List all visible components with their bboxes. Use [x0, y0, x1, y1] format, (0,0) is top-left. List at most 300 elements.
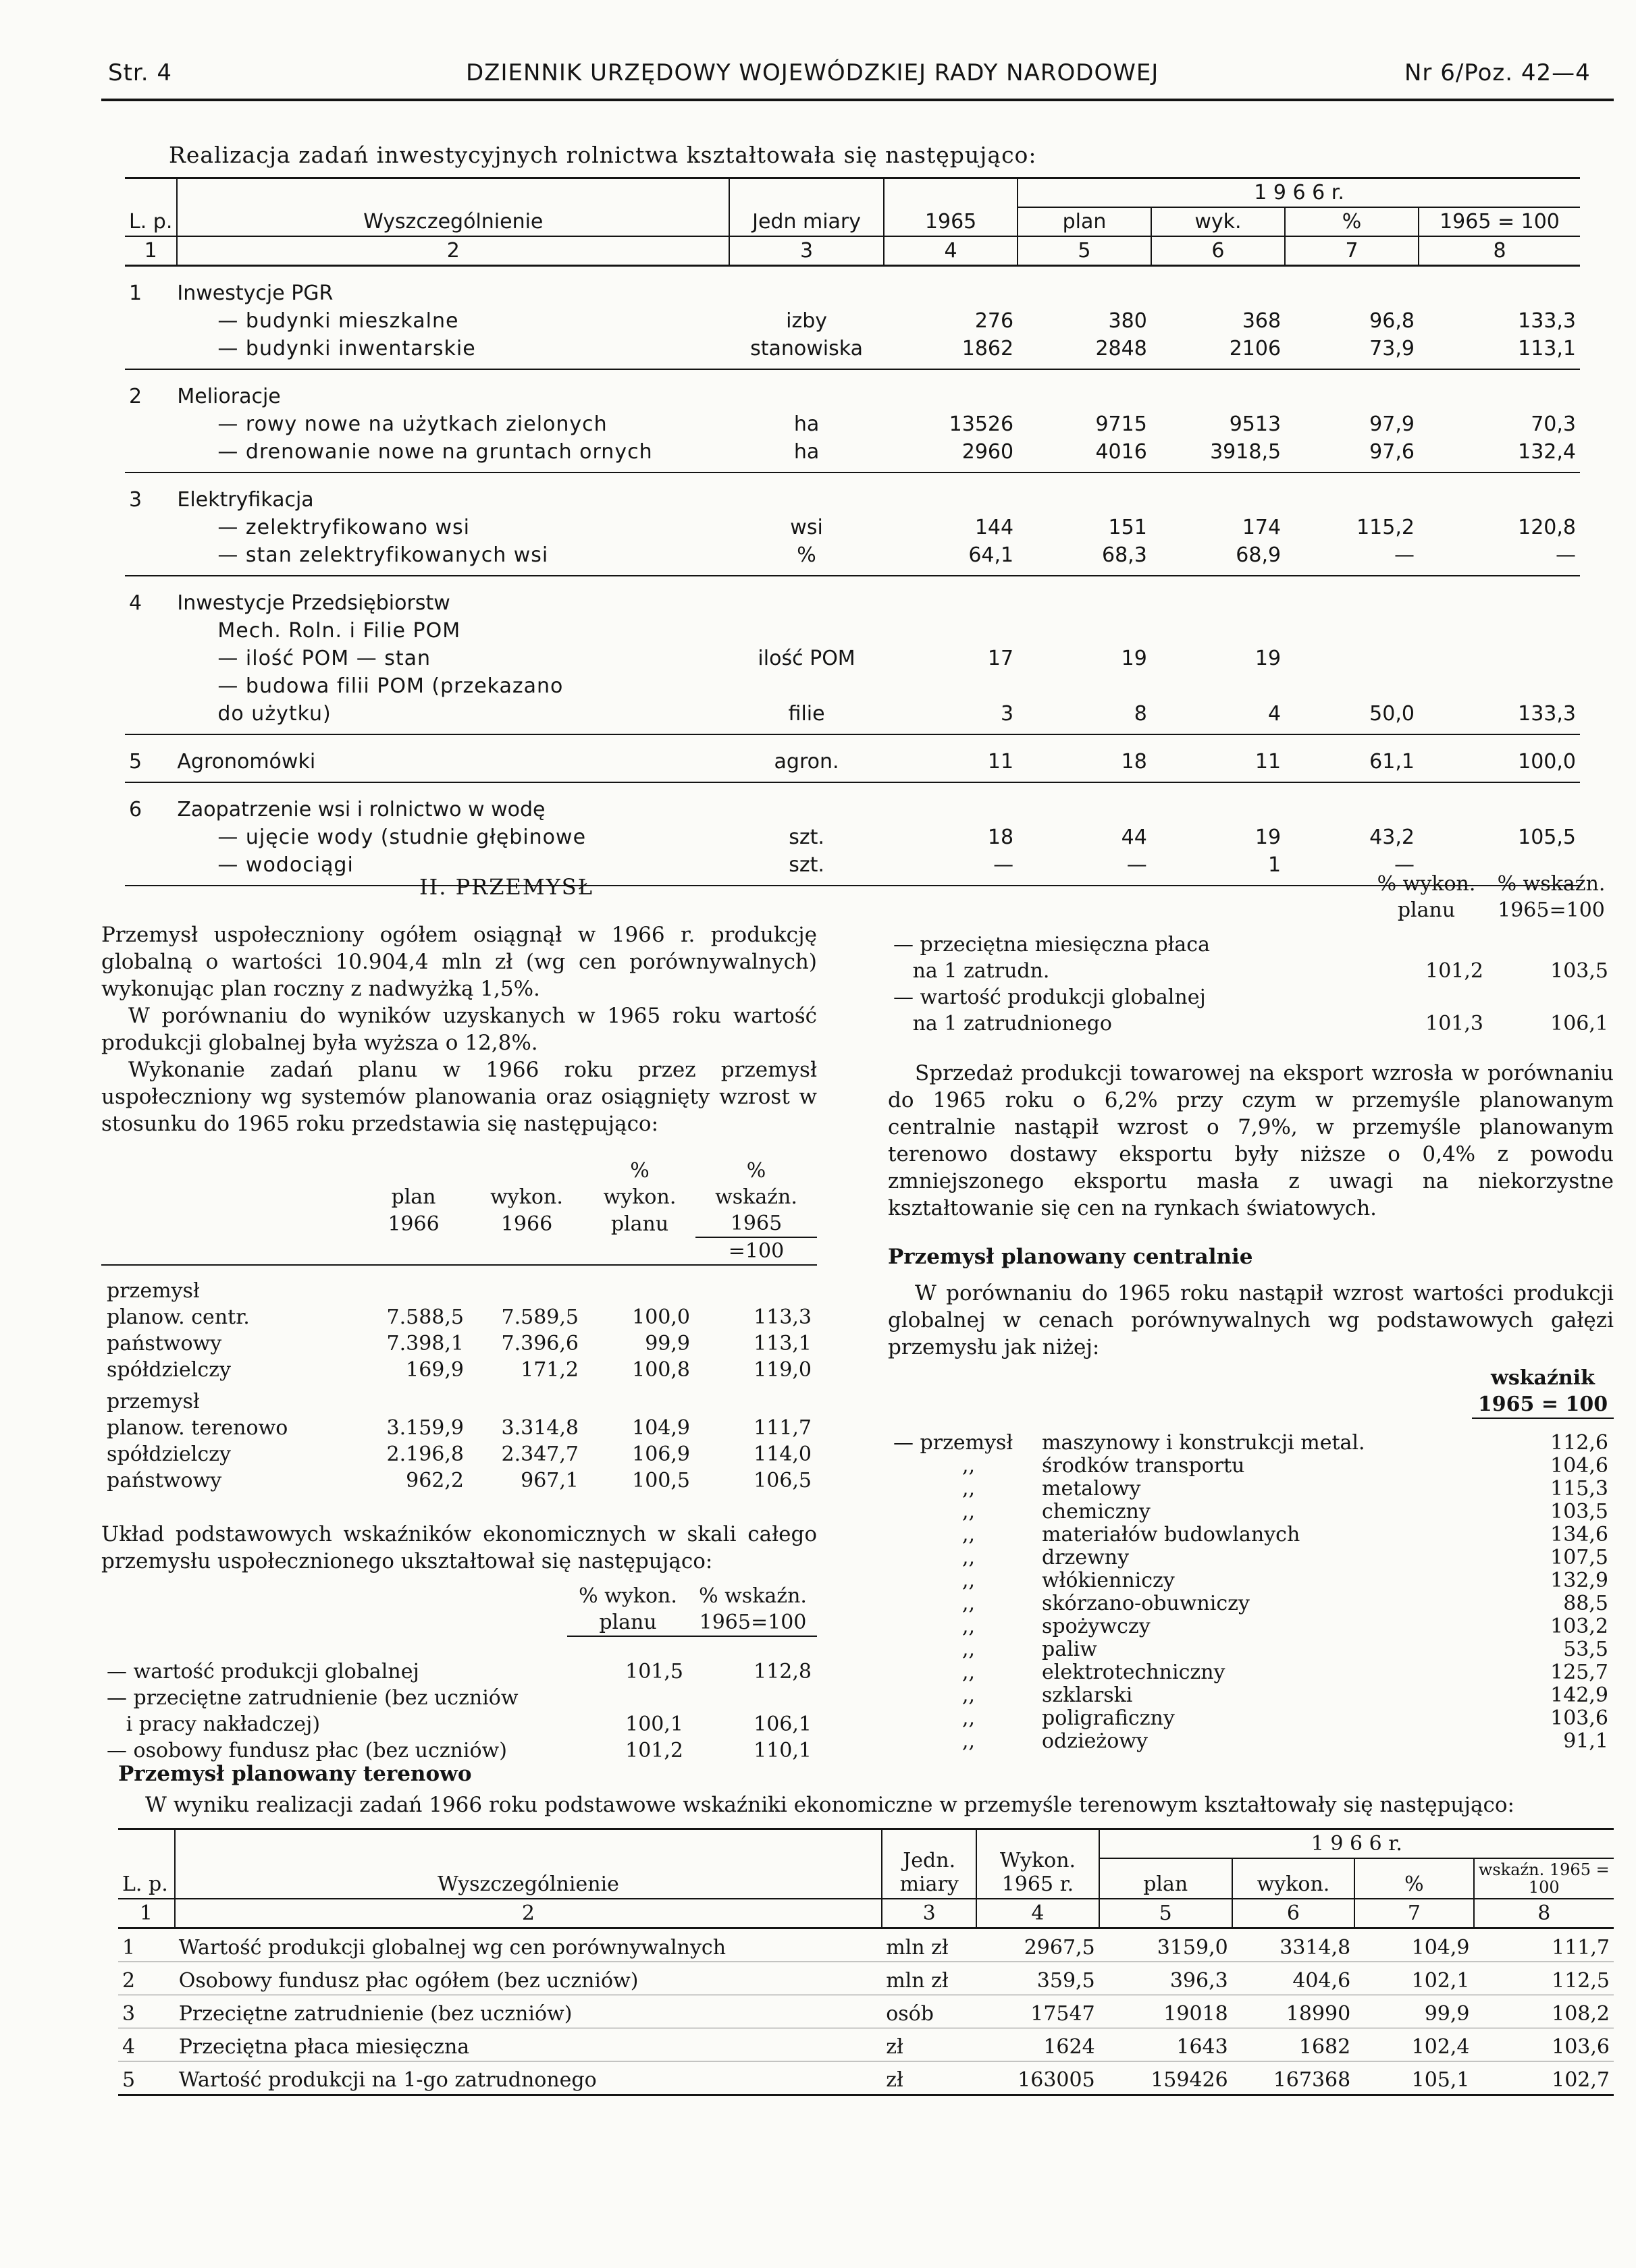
table-cell: 396,3	[1099, 1962, 1232, 1995]
table-cell: 404,6	[1232, 1962, 1354, 1995]
table-cell: 368	[1242, 309, 1282, 333]
table1-colnum: 4	[884, 236, 1018, 266]
table-cell: 100,0	[632, 1305, 690, 1329]
table-cell: 3.159,9	[386, 1416, 464, 1440]
table-row	[125, 645, 1580, 672]
table1-colnum: 2	[177, 236, 729, 266]
table-row	[101, 1383, 817, 1415]
table-cell: Przeciętne zatrudnienie (bez uczniów)	[175, 1995, 882, 2028]
table-row	[125, 307, 1580, 335]
table-cell	[884, 576, 1018, 617]
table-cell: 5	[125, 734, 177, 782]
table-cell	[1364, 984, 1489, 1010]
table-row	[118, 2061, 1614, 2095]
table-cell: 7.588,5	[386, 1305, 464, 1329]
table-row	[118, 2028, 1614, 2061]
table-header-cell	[888, 871, 1364, 897]
table6-colnum: 7	[1354, 1899, 1473, 1928]
table-cell: 103,5	[1550, 959, 1608, 983]
table-cell: 9513	[1229, 412, 1282, 436]
table-cell	[1018, 576, 1151, 617]
table-cell: 106,9	[632, 1442, 690, 1466]
table-cell	[1151, 782, 1285, 824]
table-cell: ,,	[962, 1569, 976, 1592]
table-cell: ha	[729, 438, 884, 473]
table-cell	[1151, 617, 1285, 645]
table-cell: 119,0	[754, 1358, 812, 1382]
table-cell: 2967,5	[976, 1928, 1099, 1962]
table-cell: na 1 zatrudn.	[893, 959, 1050, 983]
table-row	[125, 514, 1580, 541]
table6-colnum: 5	[1099, 1899, 1232, 1928]
table-cell	[689, 1685, 817, 1711]
table-cell: 1682	[1232, 2028, 1354, 2061]
table-header-cell: %	[746, 1159, 766, 1183]
table-cell: — przeciętna miesięczna płaca	[893, 933, 1210, 956]
table-cell: 18	[987, 826, 1014, 849]
table-cell: 64,1	[884, 541, 1018, 576]
table-cell: 151	[1108, 516, 1147, 539]
table1-colnum: 7	[1285, 236, 1419, 266]
table1-colnum: 1	[144, 239, 157, 263]
table-cell: 18990	[1232, 1995, 1354, 2028]
table-cell: 13526	[949, 412, 1014, 436]
table-cell: 1	[129, 281, 142, 305]
table-cell: 276	[974, 309, 1014, 333]
table-cell: zł	[882, 2028, 976, 2061]
table-cell: spółdzielczy	[107, 1358, 231, 1382]
table-cell: 2960	[884, 438, 1018, 473]
table-cell: ,,	[962, 1592, 976, 1615]
table-cell	[1285, 645, 1419, 672]
table1-colnum: 8	[1419, 236, 1580, 266]
table-row	[888, 1730, 1614, 1753]
table-header-row	[101, 1583, 817, 1609]
table6-header-lp: L. p.	[122, 1872, 168, 1896]
table-cell: 111,7	[754, 1416, 812, 1440]
table1-header-lp: L. p.	[129, 210, 173, 234]
table-cell	[729, 266, 884, 308]
table-cell: ha	[793, 412, 820, 436]
table-row	[101, 1737, 817, 1764]
table-cell: — budowa filii POM (przekazano	[217, 674, 564, 698]
paragraph-6: W porównaniu do 1965 roku nastąpił wzrost wartości produkcji globalnej w cenach porównywalnych wg podstawowych gałęzi przemysłu jak niżej:	[888, 1281, 1614, 1359]
table-cell: 169,9	[406, 1358, 464, 1382]
table-cell	[1419, 266, 1580, 308]
table-cell	[1419, 576, 1580, 617]
table-row	[101, 1711, 817, 1737]
table-cell: 142,9	[1550, 1683, 1608, 1707]
table-cell: 68,3	[1018, 541, 1151, 576]
table-cell	[1151, 369, 1285, 410]
table-cell: —	[1018, 851, 1151, 886]
table-header-cell	[469, 1237, 584, 1265]
table-header-cell: planu	[1397, 898, 1456, 922]
table-cell	[1151, 672, 1285, 700]
table-row	[101, 1304, 817, 1330]
table-row	[125, 576, 1580, 617]
table1-header-pct: %	[1285, 207, 1419, 236]
table-cell: 106,5	[754, 1469, 812, 1492]
table-cell: 101,2	[1425, 959, 1483, 983]
paragraph-3: Wykonanie zadań planu w 1966 roku przez przemysł uspołeczniony wg systemów planowania oraz osiągnięty wzrost w stosunku do 1965 roku przedstawia się następująco:	[101, 1058, 817, 1136]
table-row	[888, 984, 1614, 1010]
table-cell: 132,4	[1419, 438, 1580, 473]
table-header-cell: wykon.	[490, 1185, 563, 1209]
table-cell: 2848	[1018, 335, 1151, 369]
table-cell: spółdzielczy	[107, 1442, 231, 1466]
table-cell: planow. centr.	[107, 1305, 250, 1329]
table-cell: 110,1	[754, 1739, 812, 1762]
table-cell: Osobowy fundusz płac ogółem (bez uczniów)	[175, 1962, 882, 1995]
table-cell: Mech. Roln. i Filie POM	[217, 619, 461, 643]
table-header-cell	[888, 897, 1364, 923]
table-cell: przemysł	[107, 1390, 200, 1413]
issue-number: Nr 6/Poz. 42—4	[1404, 59, 1591, 86]
table1-header-wyk: wyk.	[1151, 207, 1285, 236]
table-cell: 19018	[1099, 1995, 1232, 2028]
table-cell: 4016	[1018, 438, 1151, 473]
central-industry-heading: Przemysł planowany centralnie	[888, 1245, 1253, 1269]
table-cell: 4	[1151, 700, 1285, 734]
table-cell	[1419, 617, 1580, 645]
table-header-cell	[358, 1158, 469, 1184]
table-cell: 962,2	[406, 1469, 464, 1492]
table-cell: 104,9	[632, 1416, 690, 1440]
table-cell: 3	[118, 1995, 175, 2028]
table-cell: — wartość produkcji globalnej	[107, 1659, 419, 1683]
table-cell	[1285, 266, 1419, 308]
table-cell: 101,3	[1425, 1012, 1483, 1035]
table-cell: 100,8	[632, 1358, 690, 1382]
table-row	[888, 1592, 1614, 1615]
table-cell	[1151, 473, 1285, 514]
table-cell	[1489, 923, 1614, 958]
table-cell: 133,3	[1419, 700, 1580, 734]
table-cell: stanowiska	[729, 335, 884, 369]
table-cell: 144	[974, 516, 1014, 539]
table-cell: — wodociągi	[177, 851, 729, 886]
table-cell: 1624	[976, 2028, 1099, 2061]
table-cell: ilość POM	[758, 647, 855, 670]
table-header-cell	[101, 1583, 567, 1609]
table-cell	[1419, 782, 1580, 824]
table-cell: 7.398,1	[386, 1332, 464, 1355]
table6-header-wykon: wykon.	[1232, 1858, 1354, 1899]
table-cell: 2106	[1151, 335, 1285, 369]
paragraph-2: W porównaniu do wyników uzyskanych w 1965 roku wartość produkcji globalnej była wyższa o 12,8%.	[101, 1004, 817, 1055]
table1-colnum: 5	[1018, 236, 1151, 266]
table-header-cell: % wskaźn.	[1497, 872, 1606, 896]
table-cell	[1364, 923, 1489, 958]
table-cell: 43,2	[1369, 826, 1415, 849]
table-cell: 106,1	[1550, 1012, 1608, 1035]
table-cell: 113,1	[1419, 335, 1580, 369]
table-cell: — osobowy fundusz płac (bez uczniów)	[107, 1739, 507, 1762]
table-row	[125, 541, 1580, 576]
table-row	[888, 1478, 1614, 1501]
table-row	[101, 1441, 817, 1467]
local-industry-section	[118, 1762, 1614, 2096]
table-cell	[1285, 473, 1419, 514]
table-cell	[125, 541, 177, 576]
table-cell: 115,2	[1356, 516, 1415, 539]
table-header-row	[101, 1210, 817, 1237]
table-cell: ,,	[962, 1660, 976, 1684]
table-cell: —	[1285, 541, 1419, 576]
table6-colnum: 3	[882, 1899, 976, 1928]
table-cell: ,,	[962, 1729, 976, 1753]
table-header-row	[101, 1184, 817, 1210]
table6-header-plan: plan	[1099, 1858, 1232, 1899]
table-cell: 103,6	[1550, 1706, 1608, 1730]
table-header-cell	[101, 1210, 358, 1237]
table-cell	[1285, 617, 1419, 645]
table-cell	[1285, 369, 1419, 410]
table-cell: włókienniczy	[1042, 1569, 1175, 1592]
table-cell: Wartość produkcji globalnej wg cen porównywalnych	[175, 1928, 882, 1962]
table-cell: — rowy nowe na użytkach zielonych	[217, 412, 608, 436]
table-header-cell: wykon.	[603, 1185, 677, 1209]
table-cell: mln zł	[882, 1928, 976, 1962]
table-cell: środków transportu	[1042, 1454, 1245, 1478]
table-cell: — przemysł	[893, 1431, 1013, 1455]
table-cell: 105,1	[1354, 2061, 1473, 2095]
table-row	[125, 438, 1580, 473]
table-cell: 104,6	[1550, 1454, 1608, 1478]
table-cell: 4	[129, 591, 142, 615]
table-header-cell	[101, 1609, 567, 1636]
table-cell: —	[1419, 541, 1580, 576]
table-cell: 2	[118, 1962, 175, 1995]
table-cell: 91,1	[1563, 1729, 1608, 1753]
table6-header-index: wskaźn. 1965 = 100	[1474, 1858, 1614, 1899]
table-row	[888, 1455, 1614, 1478]
table-cell: 163005	[976, 2061, 1099, 2095]
table-cell: 88,5	[1563, 1592, 1608, 1615]
table-cell	[125, 672, 177, 700]
table-cell	[1285, 782, 1419, 824]
table-row	[888, 1501, 1614, 1523]
table-cell: 380	[1108, 309, 1147, 333]
table-cell	[125, 645, 177, 672]
table-cell: agron.	[729, 734, 884, 782]
table-cell: Elektryfikacja	[177, 488, 314, 512]
table-row	[888, 1546, 1614, 1569]
table-cell: 7.396,6	[501, 1332, 579, 1355]
table-cell: 1	[1151, 851, 1285, 886]
table-cell: 125,7	[1550, 1660, 1608, 1684]
table-cell: — ilość POM — stan	[217, 647, 431, 670]
table-header-row	[101, 1609, 817, 1636]
table-cell: 68,9	[1151, 541, 1285, 576]
table-cell: 167368	[1232, 2061, 1354, 2095]
table-row	[888, 1638, 1614, 1661]
table-cell: i pracy nakładczej)	[107, 1712, 321, 1736]
table6-colnum: 8	[1474, 1899, 1614, 1928]
table-cell: 2.347,7	[501, 1442, 579, 1466]
table-cell	[125, 410, 177, 438]
table-cell: szklarski	[1042, 1683, 1133, 1707]
table-cell: 17	[987, 647, 1014, 670]
table-header-cell	[101, 1237, 358, 1265]
paragraph-4: Układ podstawowych wskaźników ekonomicznych w skali całego przemysłu uspołecznionego ukształtował się następująco:	[101, 1522, 817, 1573]
table-cell	[1419, 672, 1580, 700]
table-cell	[1489, 984, 1614, 1010]
table1-header-unit: Jedn miary	[729, 178, 884, 237]
table-cell: zł	[882, 2061, 976, 2095]
table-row	[125, 782, 1580, 824]
table-row	[888, 1432, 1614, 1455]
table-cell: Melioracje	[177, 385, 281, 408]
table-cell: 1862	[884, 335, 1018, 369]
table-cell: paliw	[1042, 1638, 1097, 1661]
table-cell	[1419, 369, 1580, 410]
table-cell: 107,5	[1550, 1546, 1608, 1569]
table-cell: 120,8	[1518, 516, 1576, 539]
table-cell	[125, 335, 177, 369]
table-cell	[1285, 576, 1419, 617]
table-cell: 2	[129, 385, 142, 408]
table-cell: 3918,5	[1151, 438, 1285, 473]
table6-header-wyk65: Wykon. 1965 r.	[976, 1829, 1099, 1899]
branch-index-header-base: 1965 = 100	[1472, 1391, 1614, 1418]
table-cell: szt.	[729, 851, 884, 886]
table-row	[118, 1995, 1614, 2028]
table-header-cell: % wykon.	[579, 1584, 677, 1608]
table-cell: 1643	[1099, 2028, 1232, 2061]
table-header-cell: %	[630, 1159, 650, 1183]
table-row	[125, 335, 1580, 369]
table-row	[101, 1636, 817, 1685]
table-cell: 103,2	[1550, 1615, 1608, 1638]
table-cell	[1018, 672, 1151, 700]
table-header-row	[101, 1237, 817, 1265]
table-cell: — ujęcie wody (studnie głębinowe	[217, 826, 587, 849]
table-cell: 3	[884, 700, 1018, 734]
table-row	[125, 473, 1580, 514]
table-cell: 113,1	[754, 1332, 812, 1355]
table-cell: —	[1285, 851, 1419, 886]
table6-colnum: 1	[139, 1901, 153, 1925]
table-row	[888, 1615, 1614, 1638]
table-cell: ,,	[962, 1500, 976, 1523]
table-row	[888, 923, 1614, 958]
table-row	[118, 1962, 1614, 1995]
table1-header-1966: 1 9 6 6 r.	[1018, 178, 1580, 208]
table-cell: do użytku)	[177, 700, 729, 734]
table-cell: skórzano-obuwniczy	[1042, 1592, 1250, 1615]
table-cell	[1018, 473, 1151, 514]
table6-colnum: 4	[976, 1899, 1099, 1928]
table-cell: — wartość produkcji globalnej	[893, 986, 1206, 1009]
table1-colnum: 3	[729, 236, 884, 266]
table-cell: drzewny	[1042, 1546, 1130, 1569]
table-header-cell	[469, 1158, 584, 1184]
table-cell: 2.196,8	[386, 1442, 464, 1466]
table-cell: 17547	[976, 1995, 1099, 2028]
table-cell	[884, 266, 1018, 308]
table-cell: filie	[729, 700, 884, 734]
industry-heading: II. PRZEMYSŁ	[419, 874, 594, 900]
table-cell	[695, 1265, 817, 1304]
table-cell	[358, 1383, 469, 1415]
local-industry-heading: Przemysł planowany terenowo	[118, 1762, 472, 1786]
table-cell	[884, 369, 1018, 410]
table-cell: 4	[118, 2028, 175, 2061]
table-cell: 134,6	[1550, 1523, 1608, 1546]
table-row	[888, 1010, 1614, 1037]
table-header-cell: planu	[610, 1212, 669, 1236]
table-row	[101, 1467, 817, 1494]
table-cell	[1285, 672, 1419, 700]
table1-header-desc: Wyszczególnienie	[177, 178, 729, 237]
table-header-row	[101, 1158, 817, 1184]
table-cell: maszynowy i konstrukcji metal.	[1042, 1431, 1365, 1455]
table-cell: ,,	[962, 1638, 976, 1661]
table-cell: 6	[129, 798, 142, 821]
table-cell: na 1 zatrudnionego	[893, 1012, 1112, 1035]
paragraph-1: Przemysł uspołeczniony ogółem osiągnął w 1966 r. produkcję globalną o wartości 10.904,4 mln zł (wg cen porównywalnych) wykonując plan roczny z nadwyżką 1,5%.	[101, 923, 817, 1001]
table1-header-plan: plan	[1018, 207, 1151, 236]
table6-colnum: 6	[1232, 1899, 1354, 1928]
table-cell: 967,1	[521, 1469, 579, 1492]
table-cell: 133,3	[1518, 309, 1576, 333]
table-cell	[125, 438, 177, 473]
table-cell	[125, 700, 177, 734]
table-cell: 114,0	[754, 1442, 812, 1466]
table-row	[125, 266, 1580, 308]
paragraph-5: Sprzedaż produkcji towarowej na eksport wzrosła w porównaniu do 1965 roku o 6,2% przy czym w przemyśle planowanym centralnie nastąpił wzrost o 7,9%, w przemyśle planowanym terenowo dostawy eksportu były niższe o 0,4% z powodu zmniejszonego eksportu masła z uwagi na niekorzystne kształtowanie się cen na rynkach światowych.	[888, 1061, 1614, 1220]
table-cell: 96,8	[1369, 309, 1415, 333]
table-cell	[358, 1265, 469, 1304]
table6-header-unit: Jedn. miary	[882, 1829, 976, 1899]
table-cell: 112,8	[754, 1660, 812, 1683]
table-cell: 99,9	[645, 1332, 690, 1355]
page-header	[101, 47, 1614, 101]
table-cell: 97,9	[1369, 412, 1415, 436]
table-cell: 100,1	[625, 1712, 683, 1736]
table-header-cell: =100	[695, 1237, 817, 1265]
table-cell: — zelektryfikowano wsi	[217, 516, 471, 539]
table-row	[101, 1330, 817, 1357]
table-row	[125, 824, 1580, 851]
table-cell: ,,	[962, 1615, 976, 1638]
table-cell: 106,1	[754, 1712, 812, 1736]
table-cell	[729, 576, 884, 617]
table-cell: — budynki mieszkalne	[217, 309, 459, 333]
table-header-cell	[101, 1158, 358, 1184]
table-cell: 159426	[1099, 2061, 1232, 2095]
table-cell: państwowy	[107, 1469, 222, 1492]
table-cell: 97,6	[1285, 438, 1419, 473]
table-header-cell: planu	[567, 1609, 689, 1636]
table-cell: 3314,8	[1232, 1928, 1354, 1962]
table-cell: 132,9	[1550, 1569, 1608, 1592]
table-row	[125, 369, 1580, 410]
table-cell	[1151, 266, 1285, 308]
table-cell: 73,9	[1285, 335, 1419, 369]
table-row	[888, 1569, 1614, 1592]
table-cell: 113,3	[754, 1305, 812, 1329]
table-cell	[884, 782, 1018, 824]
table-cell: ,,	[962, 1454, 976, 1478]
table1-header-1965: 1965	[884, 178, 1018, 237]
table-row	[118, 1928, 1614, 1962]
table-header-cell: wskaźn.	[715, 1185, 797, 1209]
table-cell: 44	[1121, 826, 1147, 849]
table-cell: — drenowanie nowe na gruntach ornych	[177, 438, 729, 473]
